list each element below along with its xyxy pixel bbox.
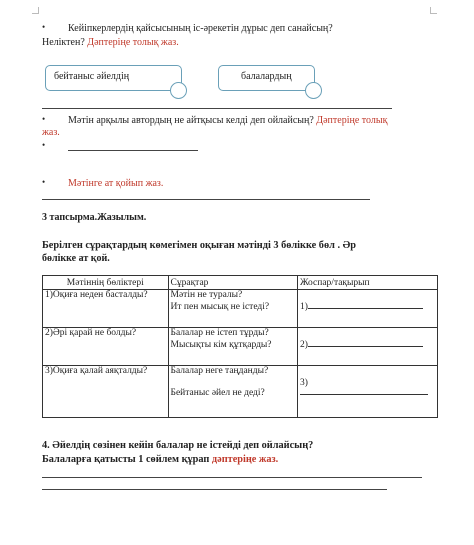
table-row xyxy=(43,290,438,328)
table-cell-plan[interactable] xyxy=(298,290,438,328)
question-item: Балалар не істеп тұрды? xyxy=(170,328,269,338)
question-2-instruction: Дәптеріңе толық xyxy=(316,115,388,126)
answer-line xyxy=(42,477,422,478)
table-cell-part: 1)Оқиға неден басталды? xyxy=(43,290,169,328)
answer-box-stranger-woman[interactable]: бейтаныс әйелдің xyxy=(45,65,182,91)
table-cell-part: 2)Әрі қарай не болды? xyxy=(43,328,169,366)
answer-circle-right[interactable] xyxy=(305,82,322,99)
question-2-instruction-cont: жаз. xyxy=(42,127,60,138)
question-item: Ит пен мысық не істеді? xyxy=(170,302,270,312)
plan-table xyxy=(42,275,438,418)
task-4-instruction: дәптеріңе жаз. xyxy=(211,454,279,465)
table-header: Жоспар/тақырып xyxy=(298,276,438,290)
table-cell-questions xyxy=(168,290,298,328)
bullet: • xyxy=(42,140,46,150)
table-cell-part: 3)Оқиға қалай аяқталды? xyxy=(43,366,169,418)
task-3-title: 3 тапсырма.Жазылым. xyxy=(42,212,147,223)
question-item: Бейтаныс әйел не деді? xyxy=(170,388,265,398)
question-1-text: Кейіпкерлердің қайсысының іс-әрекетін дұрыс деп санайсың? xyxy=(68,23,333,34)
table-header: Сұрақтар xyxy=(168,276,298,290)
bullet: • xyxy=(42,114,46,124)
plan-number: 2) xyxy=(300,340,308,350)
question-3-text: Мәтінге ат қойып жаз. xyxy=(68,178,164,189)
table-header: Мәтіннің бөліктері xyxy=(43,276,169,290)
task-4-line1: 4. Әйелдің сөзінен кейін балалар не істейді деп ойлайсың? xyxy=(42,440,314,451)
question-2-text: Мәтін арқылы автордың не айтқысы келді деп ойлайсың? Дәптеріңе толық xyxy=(68,115,388,126)
answer-line xyxy=(42,199,370,200)
answer-circle-left[interactable] xyxy=(170,82,187,99)
answer-line xyxy=(68,150,198,151)
table-row xyxy=(43,328,438,366)
plan-number: 1) xyxy=(300,302,308,312)
table-cell-plan[interactable] xyxy=(298,366,438,418)
question-item: Балалар неге таңданды? xyxy=(170,366,269,376)
task-4-line2: Балаларға қатысты 1 сөйлем құрап дәптеріңе жаз. xyxy=(42,454,279,465)
answer-line xyxy=(42,489,387,490)
table-cell-plan[interactable] xyxy=(298,328,438,366)
bullet: • xyxy=(42,22,46,32)
page-corner-mark xyxy=(32,7,39,14)
page-corner-mark xyxy=(430,7,437,14)
table-row xyxy=(43,366,438,418)
question-item: Мәтін не туралы? xyxy=(170,290,243,300)
task-3-instruction-line2: бөлікке ат қой. xyxy=(42,253,110,264)
plan-number: 3) xyxy=(300,378,308,388)
question-1-instruction: Дәптеріңе толық жаз. xyxy=(87,37,179,48)
question-1-line2: Неліктен? Дәптеріңе толық жаз. xyxy=(42,37,179,48)
answer-line xyxy=(42,108,392,109)
table-cell-questions xyxy=(168,366,298,418)
task-3-instruction-line1: Берілген сұрақтардың көмегімен оқыған мәтінді 3 бөлікке бөл . Әр xyxy=(42,240,356,251)
bullet: • xyxy=(42,177,46,187)
question-item: Мысықты кім құтқарды? xyxy=(170,340,272,350)
table-cell-questions xyxy=(168,328,298,366)
answer-box-children[interactable]: балалардың xyxy=(218,65,315,91)
